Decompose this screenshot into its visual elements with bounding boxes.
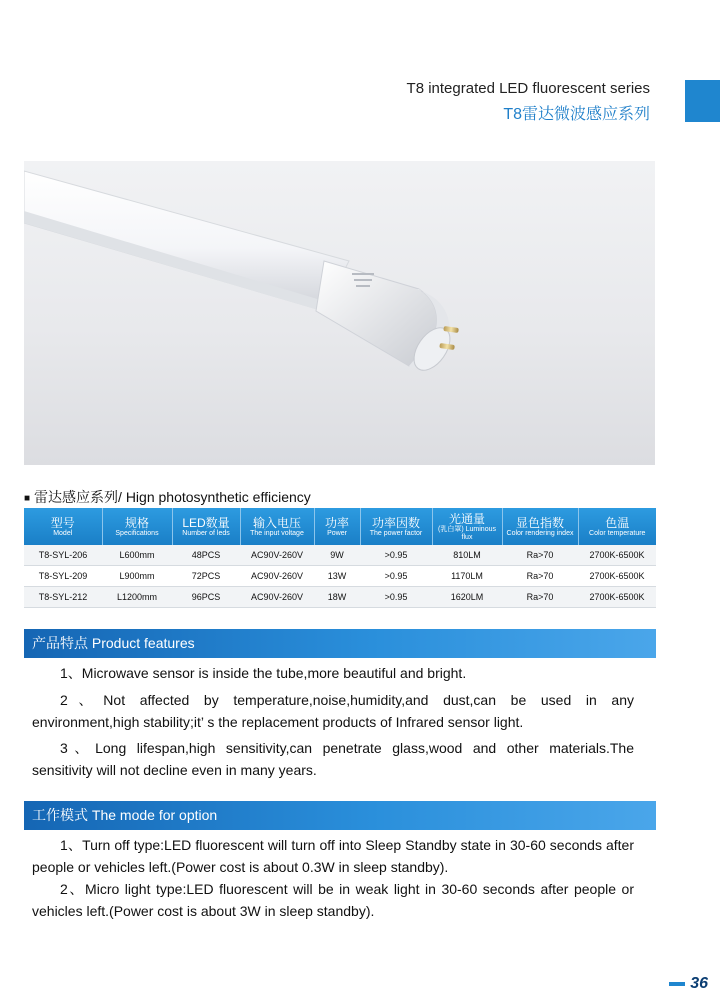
table-cell: T8-SYL-212 xyxy=(24,587,102,608)
column-header-power: 功率 Power xyxy=(314,508,360,545)
table-heading-text: 雷达感应系列/ Hign photosynthetic efficiency xyxy=(34,489,311,505)
table-cell: AC90V-260V xyxy=(240,566,314,587)
column-header-power-factor: 功率因数 The power factor xyxy=(360,508,432,545)
table-cell: Ra>70 xyxy=(502,566,578,587)
table-row xyxy=(24,566,656,587)
product-photo xyxy=(24,161,655,465)
column-header-led-count: LED数量 Number of leds xyxy=(172,508,240,545)
table-cell: 2700K-6500K xyxy=(578,545,656,566)
mode-item-2: 2、Micro light type:LED fluorescent will be in weak light in 30-60 seconds after people or vehicles left.(Power cost is about 3W in sleep standby). xyxy=(32,881,634,919)
table-cell: L900mm xyxy=(102,566,172,587)
table-cell: AC90V-260V xyxy=(240,545,314,566)
mode-item-1: 1、Turn off type:LED fluorescent will turn off into Sleep Standby state in 30-60 seconds after people or vehicles left.(Power cost is about 0.3W in sleep standby). xyxy=(32,837,634,875)
column-header-color-rendering: 显色指数 Color rendering index xyxy=(502,508,578,545)
page-number-dash xyxy=(669,982,685,986)
table-cell: 18W xyxy=(314,587,360,608)
table-cell: 48PCS xyxy=(172,545,240,566)
column-header-luminous-flux: 光通量 (乳白罩) Luminous flux xyxy=(432,508,502,545)
table-cell: 1620LM xyxy=(432,587,502,608)
series-title-cn: T8雷达微波感应系列 xyxy=(503,106,650,123)
table-cell: 2700K-6500K xyxy=(578,587,656,608)
table-heading xyxy=(24,487,311,507)
corner-accent-block xyxy=(685,80,720,122)
table-row xyxy=(24,545,656,566)
specifications-table xyxy=(24,508,656,608)
table-cell: Ra>70 xyxy=(502,587,578,608)
led-tube-image xyxy=(24,161,655,465)
table-header-row xyxy=(24,508,656,545)
column-header-specifications: 规格 Specifications xyxy=(102,508,172,545)
table-cell: 9W xyxy=(314,545,360,566)
table-cell: >0.95 xyxy=(360,545,432,566)
square-bullet-icon: ■ xyxy=(24,493,31,504)
mode-options-header: 工作模式 The mode for option xyxy=(24,801,656,830)
table-cell: 72PCS xyxy=(172,566,240,587)
page-number-text: 36 xyxy=(690,975,708,992)
table-row xyxy=(24,587,656,608)
table-cell: 810LM xyxy=(432,545,502,566)
series-title-en: T8 integrated LED fluorescent series xyxy=(406,80,650,97)
table-cell: T8-SYL-206 xyxy=(24,545,102,566)
table-cell: Ra>70 xyxy=(502,545,578,566)
feature-item-2: 2、Not affected by temperature,noise,humidity,and dust,can be used in any environment,high stability;it’ s the replacement products of Infrared sensor light. xyxy=(32,692,634,730)
column-header-model: 型号 Model xyxy=(24,508,102,545)
table-cell: T8-SYL-209 xyxy=(24,566,102,587)
table-cell: AC90V-260V xyxy=(240,587,314,608)
table-cell: 13W xyxy=(314,566,360,587)
product-features-header: 产品特点 Product features xyxy=(24,629,656,658)
table-cell: L1200mm xyxy=(102,587,172,608)
column-header-color-temperature: 色温 Color temperature xyxy=(578,508,656,545)
feature-item-1: 1、Microwave sensor is inside the tube,more beautiful and bright. xyxy=(60,665,467,681)
feature-item-3: 3、Long lifespan,high sensitivity,can penetrate glass,wood and other materials.The sensitivity will not decline even in many years. xyxy=(32,740,634,778)
column-header-input-voltage: 输入电压 The input voltage xyxy=(240,508,314,545)
table-cell: 2700K-6500K xyxy=(578,566,656,587)
table-cell: 1170LM xyxy=(432,566,502,587)
page-number xyxy=(669,975,708,993)
table-cell: >0.95 xyxy=(360,587,432,608)
table-cell: >0.95 xyxy=(360,566,432,587)
table-cell: 96PCS xyxy=(172,587,240,608)
table-cell: L600mm xyxy=(102,545,172,566)
